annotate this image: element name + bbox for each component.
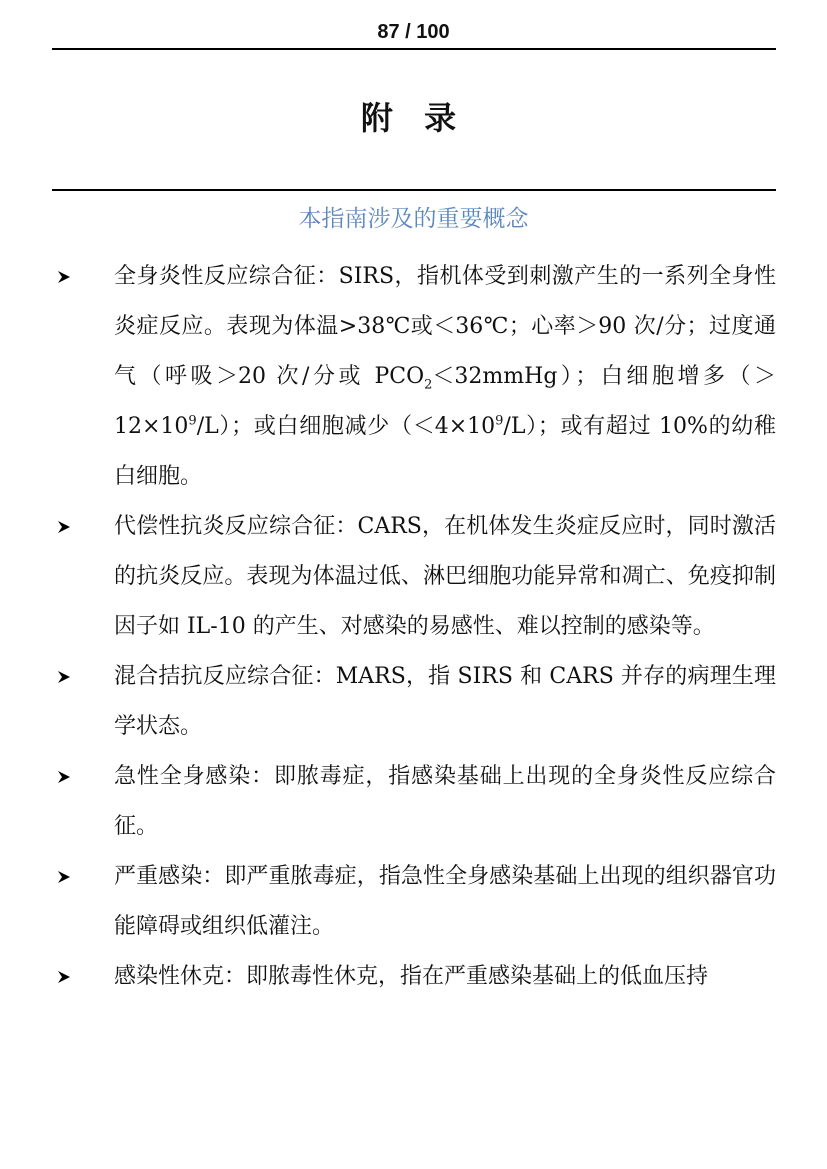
list-item [52,252,776,502]
arrowhead-bullet-icon [54,252,74,302]
item-text: /L）；或白细胞减少（＜4×10 [196,414,496,439]
concept-list [52,252,776,1002]
arrowhead-bullet-icon [54,752,74,802]
superscript: 9 [495,413,504,429]
section-subtitle: 本指南涉及的重要概念 [298,206,529,232]
page-number: 87 / 100 [377,21,450,43]
arrowhead-bullet-icon [54,652,74,702]
section-divider [52,189,776,191]
item-text: 全身炎性反应综合征：SIRS，指机体受到刺激产生的一系列全身性炎症反应。表现为体温>38℃或＜36℃；心率＞90 次/分；过度通气（呼吸＞20 次/分或 PCO [114,264,776,389]
list-item [52,652,776,752]
item-text: 急性全身感染：即脓毒症，指感染基础上出现的全身炎性反应综合征。 [114,764,776,839]
item-text: 严重感染：即严重脓毒症，指急性全身感染基础上出现的组织器官功能障碍或组织低灌注。 [114,864,776,939]
list-item [52,952,776,1002]
item-text: 代偿性抗炎反应综合征：CARS，在机体发生炎症反应时，同时激活的抗炎反应。表现为体温过低、淋巴细胞功能异常和凋亡、免疫抑制因子如 IL-10 的产生、对感染的易感性、难以控制的感染等。 [114,514,776,639]
item-text: /L）；或有超过 10%的幼稚白细胞。 [114,414,776,489]
arrowhead-bullet-icon [54,502,74,552]
list-item [52,502,776,652]
subscript: 2 [424,377,433,393]
item-text: 感染性休克：即脓毒性休克，指在严重感染基础上的低血压持 [114,964,709,989]
list-item [52,752,776,852]
arrowhead-bullet-icon [54,952,74,1002]
page-title: 附 录 [360,99,467,137]
list-item [52,852,776,952]
header-divider [52,48,776,50]
arrowhead-bullet-icon [54,852,74,902]
superscript: 9 [188,413,197,429]
item-text: ＜32mmHg）；白细胞增多（＞12×10 [114,364,776,439]
item-text: 混合拮抗反应综合征：MARS，指 SIRS 和 CARS 并存的病理生理学状态。 [114,664,776,739]
